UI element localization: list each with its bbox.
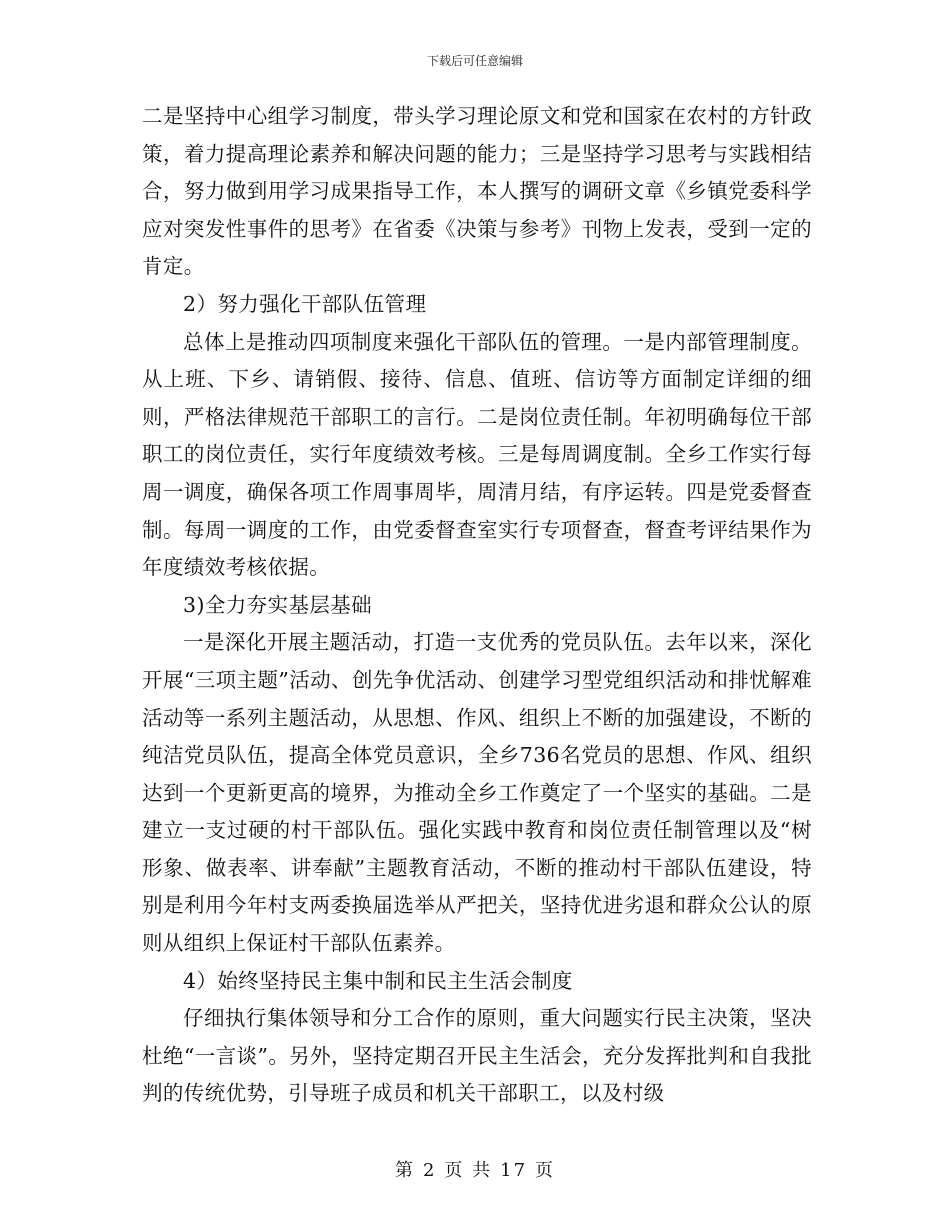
footer-prefix: 第	[394, 1160, 415, 1181]
paragraph-3: 总体上是推动四项制度来强化干部队伍的管理。一是内部管理制度。从上班、下乡、请销假、接待、信息、值班、信访等方面制定详细的细则，严格法律规范干部职工的言行。二是岗位责任制。年初明确每位干部职工的岗位责任，实行年度绩效考核。三是每周调度制。全乡工作实行每周一调度，确保各项工作周事周毕，周清月结，有序运转。四是党委督查制。每周一调度的工作，由党委督查室实行专项督查，督查考评结果作为年度绩效考核依据。	[142, 329, 812, 580]
paragraph-1: 二是坚持中心组学习制度，带头学习理论原文和党和国家在农村的方针政策，着力提高理论素养和解决问题的能力；三是坚持学习思考与实践相结合，努力做到用学习成果指导工作，本人撰写的调研文章《乡镇党委科学应对突发性事件的思考》在省委《决策与参考》刊物上发表，受到一定的肯定。	[142, 104, 812, 279]
section-heading-4: 4）始终坚持民主集中制和民主生活会制度	[183, 968, 573, 993]
section-heading-2: 2）努力强化干部队伍管理	[183, 291, 427, 316]
page-total: 17	[500, 1160, 528, 1181]
document-body	[142, 98, 812, 1113]
paragraph-5: 一是深化开展主题活动，打造一支优秀的党员队伍。去年以来，深化开展“三项主题”活动、创先争优活动、创建学习型党组织活动和排忧解难活动等一系列主题活动，从思想、作风、组织上不断的加强建设，不断的纯洁党员队伍，提高全体党员意识，全乡736名党员的思想、作风、组织达到一个更新更高的境界，为推动全乡工作奠定了一个坚实的基础。二是建立一支过硬的村干部队伍。强化实践中教育和岗位责任制管理以及“树形象、做表率、讲奉献”主题教育活动，不断的推动村干部队伍建设，特别是利用今年村支两委换届选举从严把关，坚持优进劣退和群众公认的原则从组织上保证村干部队伍素养。	[142, 630, 812, 956]
page-footer	[0, 1156, 950, 1182]
footer-suffix: 页	[535, 1160, 556, 1181]
section-heading-3: 3)全力夯实基层基础	[183, 592, 373, 617]
page-number: 2	[422, 1160, 437, 1181]
paragraph-7: 仔细执行集体领导和分工合作的原则，重大问题实行民主决策，坚决杜绝“一言谈”。另外，坚持定期召开民主生活会，充分发挥批判和自我批判的传统优势，引导班子成员和机关干部职工，以及村级	[142, 1006, 812, 1106]
page-header: 下载后可任意编辑	[426, 54, 523, 68]
footer-mid: 页 共	[444, 1160, 493, 1181]
